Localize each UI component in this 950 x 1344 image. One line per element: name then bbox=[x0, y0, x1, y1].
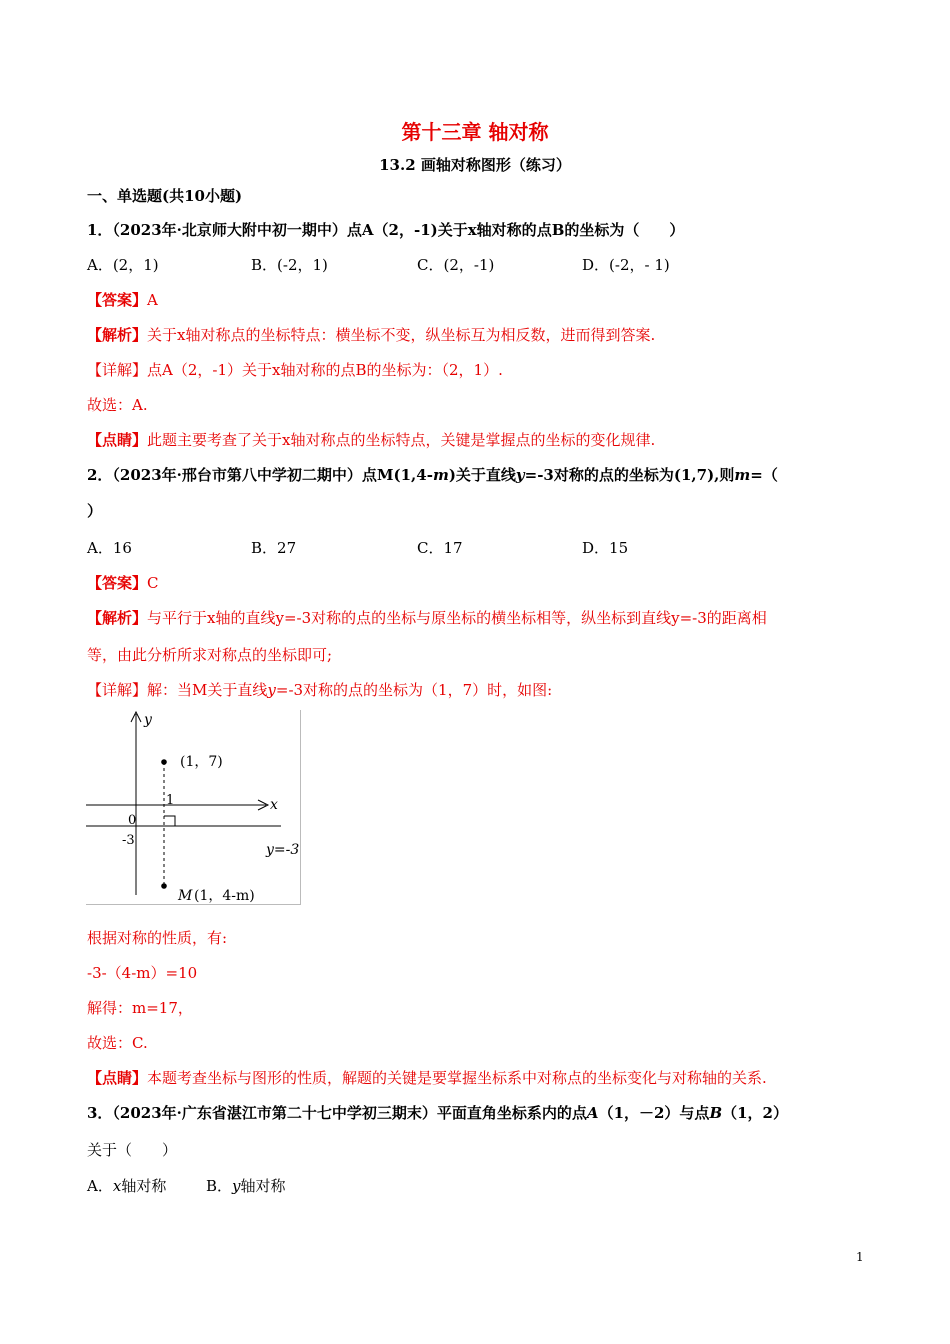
q2-answer bbox=[87, 573, 159, 593]
q2-stem-part: 2．（2023年·邢台市第八中学初二期中）点M(1,4- bbox=[87, 466, 433, 484]
q2-stem-part: =-3对称的点的坐标为(1,7),则 bbox=[524, 466, 735, 484]
option-letter: B． bbox=[206, 1177, 233, 1195]
section-heading: 一、单选题(共10小题) bbox=[87, 187, 243, 205]
tick-neg3-label: -3 bbox=[122, 833, 135, 848]
analysis-text: 与平行于x轴的直线y=-3对称的点的坐标与原坐标的横坐标相等，纵坐标到直线y=-3的距离相 bbox=[147, 609, 767, 627]
y-axis-label: y bbox=[144, 712, 152, 728]
point-1-7 bbox=[161, 759, 167, 765]
q1-option-b: B．(-2，1) bbox=[251, 256, 328, 274]
q2-stem-part: )关于直线 bbox=[448, 466, 516, 484]
q1-choice: 故选：A. bbox=[87, 396, 148, 414]
q2-var-m: m bbox=[432, 466, 449, 484]
q1-answer bbox=[87, 290, 158, 310]
q1-comment bbox=[87, 430, 655, 450]
right-angle-marker bbox=[164, 816, 175, 826]
q2-option-a: A．16 bbox=[87, 539, 132, 557]
detail-text: =-3对称的点的坐标为（1，7）时，如图: bbox=[275, 681, 553, 699]
page-number: 1 bbox=[856, 1250, 864, 1264]
comment-tag: 【点睛】 bbox=[87, 431, 148, 449]
detail-tag: 【详解】 bbox=[87, 361, 148, 379]
detail-text: 点A（2，-1）关于x轴对称的点B的坐标为：（2，1）. bbox=[147, 361, 503, 379]
q2-option-d: D．15 bbox=[582, 539, 629, 557]
symmetry-figure bbox=[86, 710, 301, 905]
option-var: y bbox=[232, 1177, 241, 1195]
analysis-text: 关于x轴对称点的坐标特点：横坐标不变，纵坐标互为相反数，进而得到答案. bbox=[147, 326, 656, 344]
q2-var-m: m bbox=[734, 466, 751, 484]
q1-stem: 1．（2023年·北京师大附中初一期中）点A（2，-1)关于x轴对称的点B的坐标为（ ） bbox=[87, 221, 685, 239]
detail-tag: 【详解】 bbox=[87, 681, 148, 699]
q3-option-b bbox=[206, 1176, 286, 1196]
answer-value: A bbox=[147, 291, 158, 309]
detail-var-y: y bbox=[267, 681, 276, 699]
q3-stem-2: 关于（ ） bbox=[87, 1141, 178, 1159]
q2-stem bbox=[87, 465, 778, 485]
answer-tag: 【答案】 bbox=[87, 574, 148, 592]
q3-stem-part: （1，2） bbox=[722, 1104, 788, 1122]
q2-comment bbox=[87, 1068, 767, 1088]
comment-text: 本题考查坐标与图形的性质，解题的关键是要掌握坐标系中对称点的坐标变化与对称轴的关系. bbox=[147, 1069, 767, 1087]
q1-analysis bbox=[87, 325, 655, 345]
q2-property: 根据对称的性质，有: bbox=[87, 929, 228, 947]
q2-stem-end: ） bbox=[87, 502, 103, 520]
point-m-coord: (1，4-m) bbox=[194, 888, 255, 904]
q2-equation: -3-（4-m）=10 bbox=[87, 964, 198, 982]
q3-var-b: B bbox=[709, 1104, 723, 1122]
q2-option-b: B．27 bbox=[251, 539, 297, 557]
q3-var-a: A bbox=[586, 1104, 599, 1122]
q1-option-c: C．(2，-1) bbox=[417, 256, 495, 274]
section-title: 13.2 画轴对称图形（练习） bbox=[379, 156, 571, 174]
q2-choice: 故选：C. bbox=[87, 1034, 148, 1052]
q1-option-d: D．(-2，- 1) bbox=[582, 256, 670, 274]
q2-stem-part: =（ bbox=[750, 466, 778, 484]
q2-analysis-2: 等，由此分析所求对称点的坐标即可; bbox=[87, 646, 333, 664]
q2-solve: 解得：m=17， bbox=[87, 999, 193, 1017]
x-axis-label: x bbox=[270, 797, 278, 813]
detail-text: 解：当M关于直线 bbox=[147, 681, 268, 699]
q2-analysis-1 bbox=[87, 608, 767, 628]
comment-text: 此题主要考查了关于x轴对称点的坐标特点，关键是掌握点的坐标的变化规律. bbox=[147, 431, 656, 449]
q3-option-a bbox=[87, 1176, 166, 1196]
line-label: y=-3 bbox=[266, 842, 300, 858]
q2-option-c: C．17 bbox=[417, 539, 463, 557]
option-letter: A． bbox=[87, 1177, 113, 1195]
q3-stem bbox=[87, 1103, 788, 1123]
q2-var-y: y bbox=[515, 466, 525, 484]
q3-stem-part: （1，－2）与点 bbox=[598, 1104, 710, 1122]
analysis-tag: 【解析】 bbox=[87, 609, 148, 627]
q2-detail bbox=[87, 680, 552, 700]
tick-1-label: 1 bbox=[166, 793, 175, 808]
point-top-label: (1，7) bbox=[180, 754, 223, 770]
origin-label: 0 bbox=[128, 813, 137, 828]
answer-value: C bbox=[147, 574, 159, 592]
q1-detail bbox=[87, 360, 503, 380]
q3-stem-part: 3．（2023年·广东省湛江市第二十七中学初三期末）平面直角坐标系内的点 bbox=[87, 1104, 587, 1122]
option-text: 轴对称 bbox=[121, 1177, 167, 1195]
point-m bbox=[161, 883, 167, 889]
option-var: x bbox=[112, 1177, 122, 1195]
analysis-tag: 【解析】 bbox=[87, 326, 148, 344]
option-text: 轴对称 bbox=[240, 1177, 286, 1195]
point-m-letter: M bbox=[178, 888, 193, 904]
answer-tag: 【答案】 bbox=[87, 291, 148, 309]
chapter-title: 第十三章 轴对称 bbox=[401, 120, 549, 144]
comment-tag: 【点睛】 bbox=[87, 1069, 148, 1087]
q1-option-a: A．(2，1) bbox=[87, 256, 159, 274]
